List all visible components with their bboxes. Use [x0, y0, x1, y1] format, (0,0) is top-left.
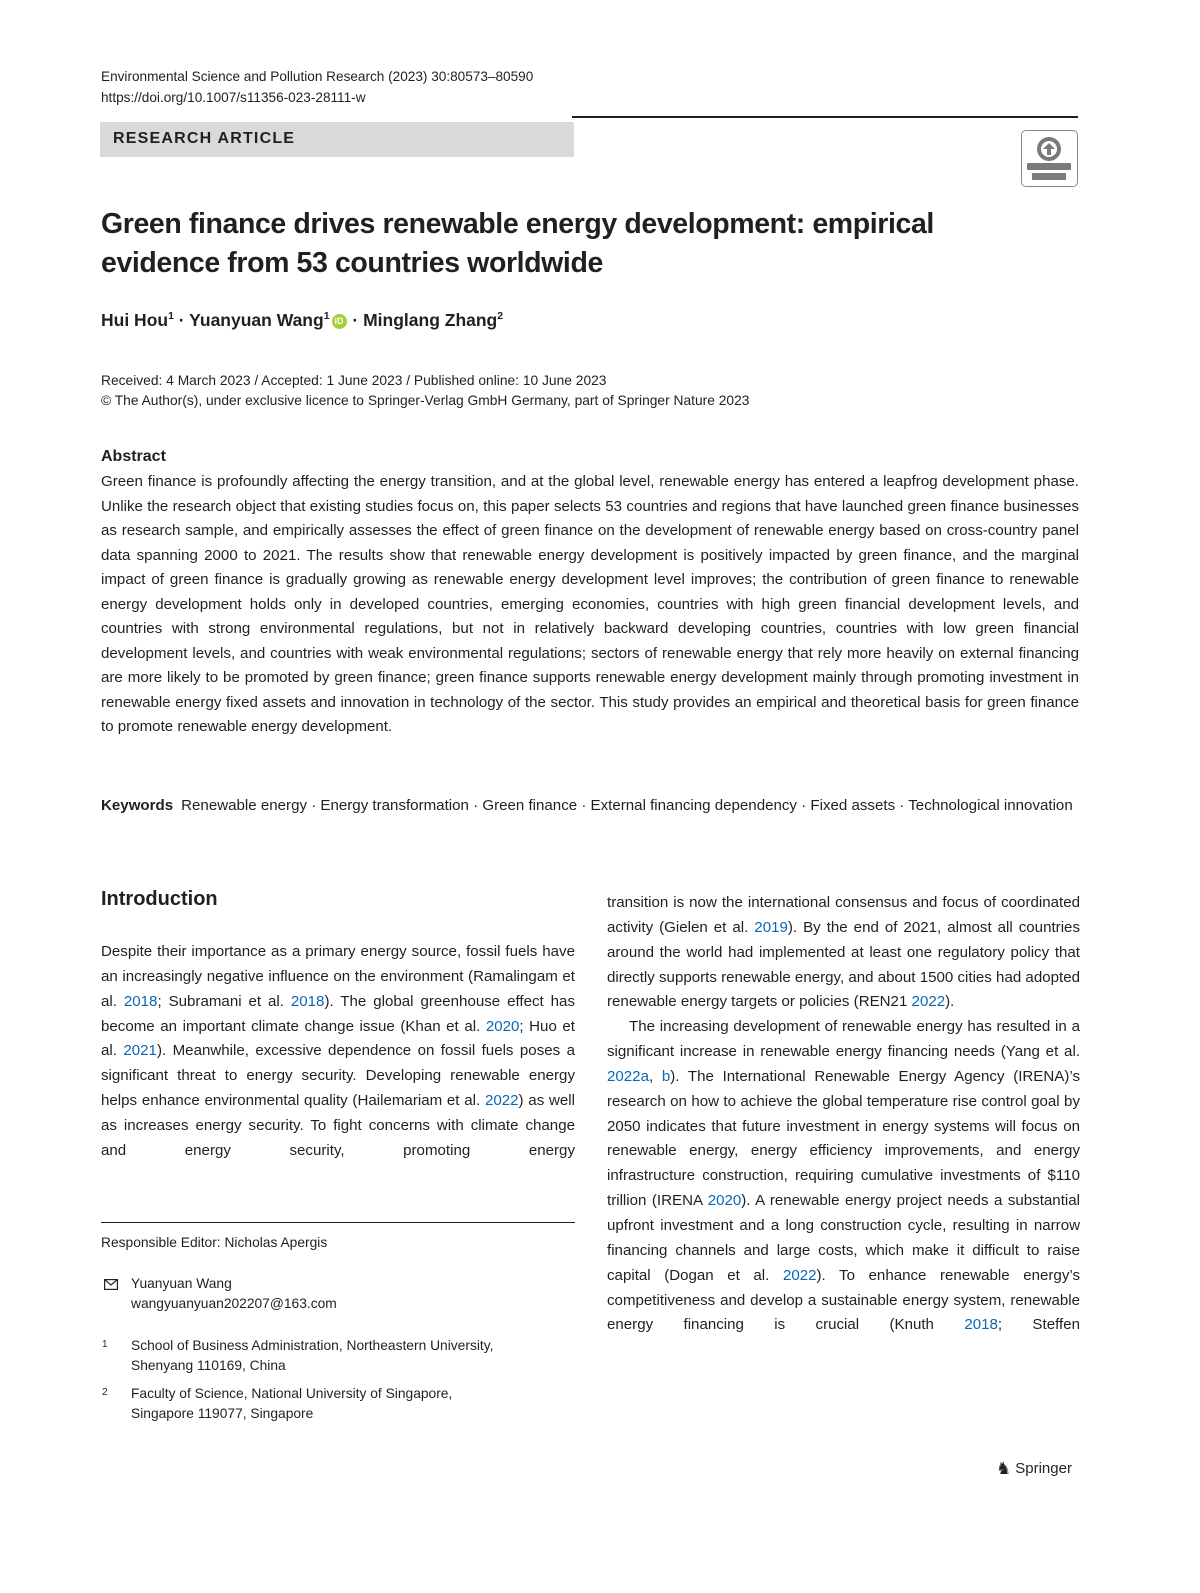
corresponding-email[interactable]: wangyuanyuan202207@163.com	[131, 1296, 337, 1311]
author-affiliation-mark: 1	[323, 310, 330, 323]
header-rule	[572, 116, 1078, 118]
citation-link[interactable]: 2020	[707, 1192, 742, 1210]
responsible-editor: Responsible Editor: Nicholas Apergis	[101, 1235, 328, 1250]
author-name[interactable]: Minglang Zhang	[363, 310, 498, 330]
springer-horse-icon: ♞	[996, 1459, 1012, 1478]
article-type-banner	[100, 122, 574, 157]
author-separator: ·	[347, 310, 364, 330]
body-text: ). The International Renewable Energy Agency (IRENA)’s research on how to achieve the global temperature rise control goal by 2050 indicates that future investment in energy systems will focus on renewable energy, energy efficiency improvements, and energy infrastructure construction, requiring cumulative investments of $110 trillion (IRENA	[607, 1067, 1081, 1210]
author-separator: ·	[173, 310, 190, 330]
intro-paragraph-1	[101, 940, 575, 1164]
keywords-label: Keywords	[101, 797, 174, 814]
author-list	[101, 310, 503, 331]
affiliation-line: Singapore 119077, Singapore	[131, 1406, 314, 1421]
body-text: ).	[945, 993, 955, 1011]
citation-link[interactable]: 2022	[782, 1266, 817, 1284]
footnote-rule	[101, 1222, 575, 1223]
author-affiliation-mark: 2	[497, 310, 504, 323]
citation-link[interactable]: 2022	[911, 993, 946, 1011]
body-text: ; Huo et al.	[101, 1017, 575, 1060]
intro-column-left	[101, 940, 575, 1164]
keywords-list: Renewable energy · Energy transformation · Green finance · External financing dependency · Fixed assets · Technological innovation	[181, 797, 1073, 814]
copyright-line: © The Author(s), under exclusive licence to Springer-Verlag GmbH Germany, part of Springer Nature 2023	[101, 393, 750, 408]
body-text: Despite their importance as a primary energy source, fossil fuels have an increasingly negative influence on the environment (Ramalingam et al.	[101, 943, 575, 1010]
intro-paragraph-2	[607, 891, 1080, 1015]
journal-header	[101, 66, 533, 108]
envelope-icon	[104, 1277, 118, 1293]
body-text: transition is now the international consensus and focus of coordinated activity (Gielen et al.	[607, 894, 1080, 936]
body-text: ) as well as increases energy security. To fight concerns with climate change and energy security, promoting energy	[101, 1092, 575, 1159]
citation-link[interactable]: b	[661, 1067, 671, 1085]
citation-link[interactable]: 2018	[123, 992, 158, 1010]
article-type-label: RESEARCH ARTICLE	[113, 130, 296, 147]
abstract-text: Green finance is profoundly affecting the energy transition, and at the global level, renewable energy has entered a leapfrog development phase. Unlike the research object that existing studies focus on, this paper selects 53 countries and regions that have launched green finance businesses as research sample, and empirically assesses the effect of green finance on the development of renewable energy based on cross-country panel data spanning 2000 to 2021. The results show that renewable energy development is positively impacted by green finance, and the marginal impact of green finance is gradually growing as renewable energy development level improves; the contribution of green finance to renewable energy development holds only in developed countries, emerging economies, countries with high green financial development levels, and countries with strong environmental regulations, but not in relatively backward developing countries, countries with low green financial development levels, and countries with weak environmental regulations; sectors of renewable energy that rely more heavily on external financing are more likely to be promoted by green finance; green finance supports renewable energy development mainly through promoting investment in renewable energy fixed assets and innovation in technology of the sector. This study provides an empirical and theoretical basis for green finance to promote renewable energy development.	[101, 473, 1079, 736]
affiliation-1	[131, 1336, 493, 1376]
citation-link[interactable]: 2020	[485, 1017, 520, 1035]
citation-link[interactable]: 2022a	[607, 1067, 649, 1085]
dates-line: Received: 4 March 2023 / Accepted: 1 June 2023 / Published online: 10 June 2023	[101, 373, 607, 388]
doi-link[interactable]: https://doi.org/10.1007/s11356-023-28111-w	[101, 90, 366, 105]
envelope-glyph	[104, 1279, 118, 1290]
check-for-updates-glyph	[1022, 131, 1076, 185]
affiliation-number: 2	[102, 1387, 108, 1398]
body-text: ). A renewable energy project needs a substantial upfront investment and a long construction cycle, resulting in narrow financing channels and large costs, which make it difficult to raise capital (Dogan et al.	[607, 1192, 1080, 1284]
section-heading-introduction: Introduction	[101, 888, 218, 910]
body-text: ). To enhance renewable energy’s competitiveness and develop a sustainable energy system, renewable energy financing is crucial (Knuth	[607, 1266, 1080, 1334]
journal-citation: Environmental Science and Pollution Research (2023) 30:80573–80590	[101, 69, 534, 84]
citation-link[interactable]: 2021	[123, 1042, 157, 1060]
orcid-icon[interactable]: iD	[332, 314, 347, 329]
article-title: Green finance drives renewable energy development: empirical evidence from 53 countries worldwide	[101, 208, 934, 279]
corresponding-name: Yuanyuan Wang	[131, 1276, 232, 1291]
affiliation-line: Shenyang 110169, China	[131, 1358, 286, 1373]
publication-dates	[101, 371, 749, 411]
affiliation-line: School of Business Administration, Northeastern University,	[131, 1338, 494, 1353]
publisher-name: Springer	[1015, 1460, 1072, 1477]
citation-link[interactable]: 2019	[754, 918, 788, 936]
body-text: ). The global greenhouse effect has become an important climate change issue (Khan et al.	[101, 992, 575, 1035]
publisher-logo[interactable]	[996, 1459, 1072, 1479]
corresponding-author	[131, 1274, 337, 1314]
body-text: ; Subramani et al.	[157, 992, 291, 1010]
affiliation-number: 1	[102, 1339, 108, 1350]
intro-column-right	[607, 891, 1080, 1338]
citation-link[interactable]: 2022	[484, 1092, 519, 1110]
intro-paragraph-3	[607, 1015, 1080, 1338]
keywords	[101, 794, 1079, 819]
body-text: The increasing development of renewable energy has resulted in a significant increase in renewable energy financing needs (Yang et al.	[607, 1018, 1080, 1061]
author-name[interactable]: Hui Hou	[101, 310, 169, 330]
citation-link[interactable]: 2018	[290, 992, 325, 1010]
body-text: ). By the end of 2021, almost all countries around the world had implemented at least one regulatory policy that directly supports renewable energy, and about 1500 cities had adopted renewable energy targets or policies (REN21	[607, 918, 1080, 1011]
citation-link[interactable]: 2018	[964, 1316, 998, 1334]
author-affiliation-mark: 1	[168, 310, 174, 323]
abstract-heading: Abstract	[101, 448, 166, 465]
author-name[interactable]: Yuanyuan Wang	[189, 310, 324, 330]
body-text: ). Meanwhile, excessive dependence on fossil fuels poses a significant threat to energy security. Developing renewable energy helps enhance environmental quality (Hailemariam et al.	[101, 1042, 575, 1110]
body-text: ; Steffen	[997, 1316, 1080, 1334]
check-for-updates-icon[interactable]	[1021, 130, 1078, 187]
affiliation-2	[131, 1384, 452, 1424]
affiliation-line: Faculty of Science, National University of Singapore,	[131, 1386, 453, 1401]
body-text: ,	[648, 1067, 662, 1085]
